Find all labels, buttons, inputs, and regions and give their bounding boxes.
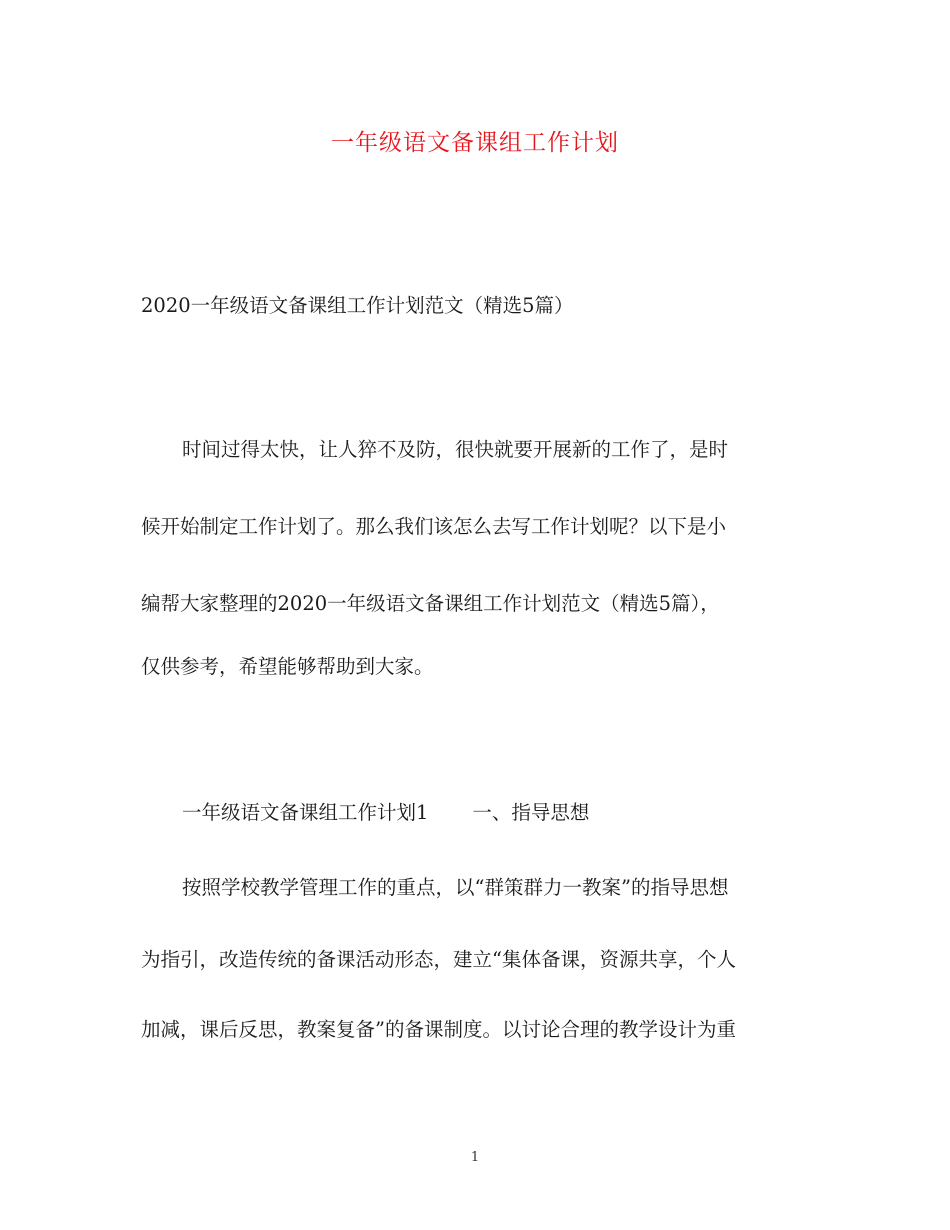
intro-line: 仅供参考，希望能够帮助到大家。 <box>141 655 434 678</box>
body-line: 为指引，改造传统的备课活动形态，建立“集体备课，资源共享，个人 <box>141 948 736 971</box>
intro-line: 时间过得太快，让人猝不及防，很快就要开展新的工作了，是时 <box>182 438 729 461</box>
body-line: 加减，课后反思，教案复备”的备课制度。以讨论合理的教学设计为重 <box>141 1018 736 1041</box>
section-heading <box>182 799 852 827</box>
section-subheading: 一、指导思想 <box>472 801 590 824</box>
page-number: 1 <box>470 1150 480 1165</box>
document-title: 一年级语文备课组工作计划 <box>331 130 619 156</box>
body-line: 按照学校教学管理工作的重点，以“群策群力一教案”的指导思想 <box>182 876 729 899</box>
plan-label: 一年级语文备课组工作计划1 <box>182 801 429 824</box>
intro-line: 候开始制定工作计划了。那么我们该怎么去写工作计划呢？以下是小 <box>141 515 727 538</box>
document-subtitle: 2020一年级语文备课组工作计划范文（精选5篇） <box>141 294 574 317</box>
intro-line: 编帮大家整理的2020一年级语文备课组工作计划范文（精选5篇）， <box>141 592 720 615</box>
